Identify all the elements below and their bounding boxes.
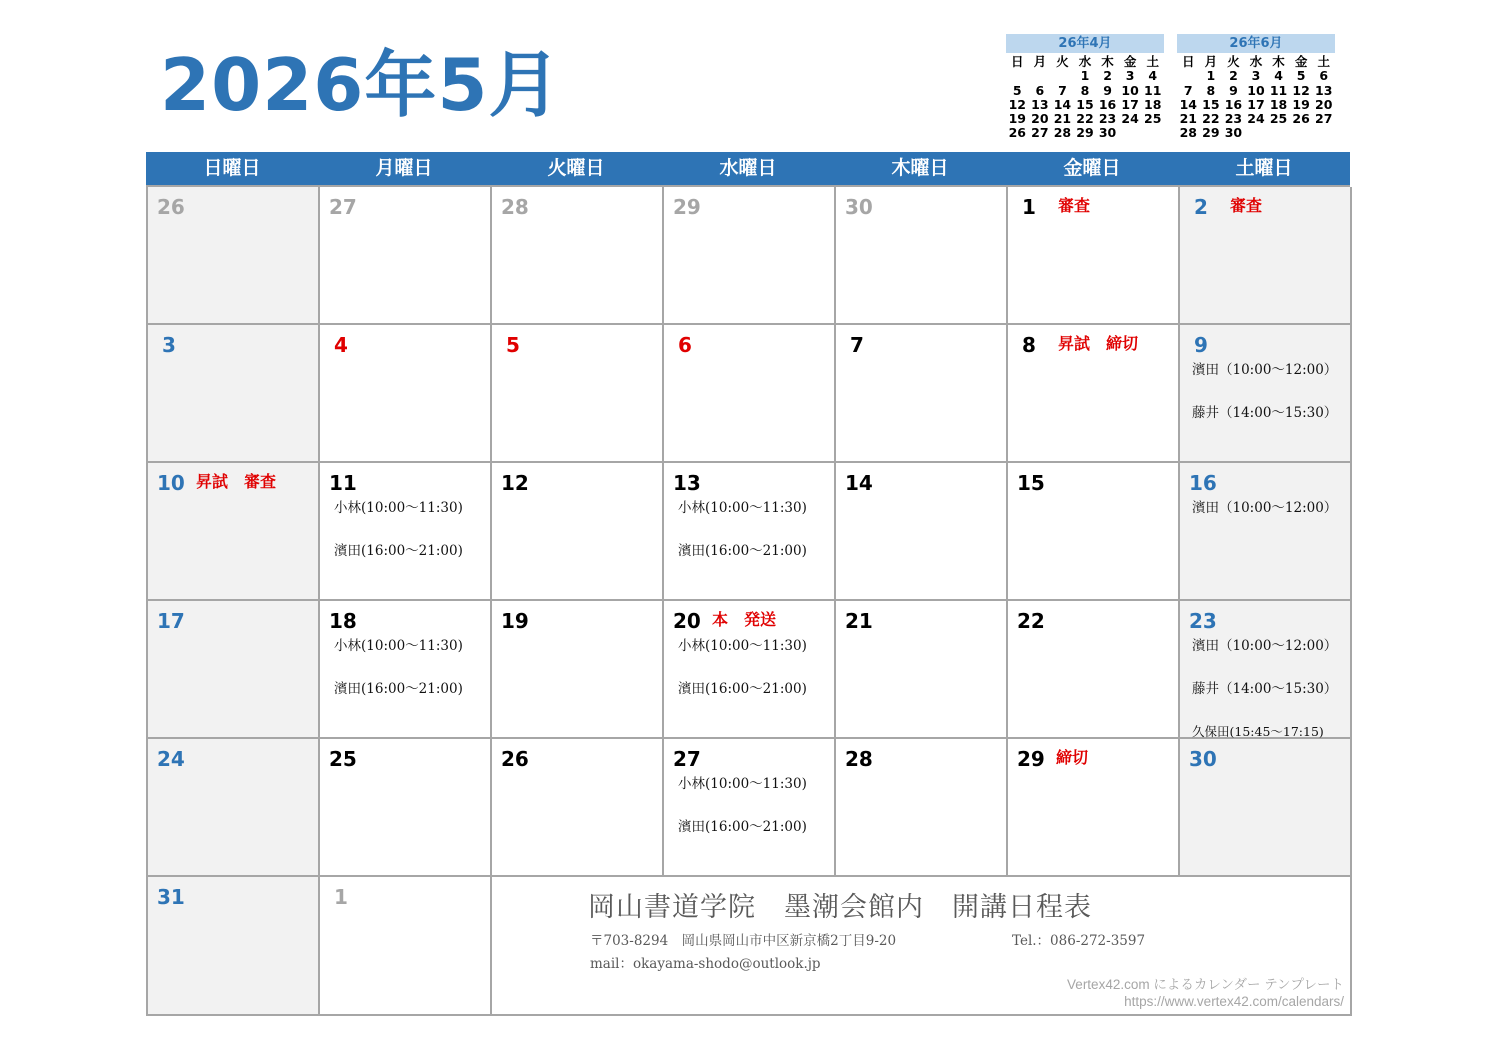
month-calendar [146, 152, 1350, 1016]
mini-weekday-label: 月 [1033, 54, 1047, 69]
weekday-label: 月曜日 [375, 157, 433, 179]
weekday-label: 日曜日 [203, 157, 261, 179]
day-cell[interactable] [492, 187, 664, 325]
mini-day: 30 [1098, 125, 1117, 141]
weekday-label: 木曜日 [891, 157, 949, 179]
mini-day: 16 [1098, 96, 1117, 112]
mini-day [1006, 69, 1029, 83]
day-number: 20 [673, 609, 701, 633]
day-cell[interactable] [1180, 463, 1352, 601]
day-number: 18 [329, 609, 357, 633]
day-number: 27 [329, 195, 357, 219]
mini-day: 4 [1148, 68, 1158, 84]
schedule-entry: 藤井（14:00～15:30） [1192, 405, 1338, 421]
mini-day: 1 [1206, 68, 1216, 84]
day-cell[interactable] [148, 877, 320, 1016]
mini-day: 9 [1103, 82, 1112, 98]
mini-day: 20 [1031, 111, 1049, 127]
notes-phone: Tel.：086-272-3597 [1012, 933, 1146, 949]
page-title: 2026年5月 [160, 43, 562, 127]
schedule-entry: 濱田(16:00～21:00) [678, 681, 807, 697]
notes-title: 岡山書道学院 墨潮会館内 開講日程表 [588, 892, 1092, 923]
mini-weekday-label: 金 [1123, 54, 1137, 69]
day-number: 26 [157, 195, 185, 219]
day-number: 26 [501, 747, 529, 771]
mini-day: 3 [1125, 68, 1135, 84]
mini-day: 17 [1247, 96, 1265, 112]
mini-calendar-june [1177, 34, 1335, 141]
day-tag: 審査 [1230, 196, 1263, 215]
day-cell[interactable] [1180, 187, 1352, 325]
day-number: 5 [506, 333, 520, 357]
schedule-entry: 小林(10:00～11:30) [334, 638, 463, 654]
day-cell[interactable] [492, 739, 664, 877]
mini-day: 22 [1202, 111, 1220, 127]
mini-day: 25 [1269, 111, 1288, 127]
day-cell[interactable] [148, 463, 320, 601]
template-credit[interactable]: Vertex42.com によるカレンダー テンプレート [1067, 977, 1344, 992]
mini-day [1177, 69, 1200, 83]
schedule-entry: 小林(10:00～11:30) [678, 638, 807, 654]
day-number: 6 [678, 333, 692, 357]
mini-day: 25 [1144, 111, 1162, 127]
mini-day: 6 [1035, 82, 1045, 98]
mini-day: 1 [1080, 68, 1090, 84]
mini-day: 7 [1183, 82, 1193, 98]
day-cell[interactable] [148, 187, 320, 325]
day-cell[interactable] [664, 463, 836, 601]
notes-address: 〒703-8294 岡山県岡山市中区新京橋2丁目9-20 [590, 933, 897, 949]
mini-day: 21 [1053, 111, 1072, 127]
mini-day: 24 [1247, 111, 1265, 127]
day-number: 28 [845, 747, 873, 771]
mini-day: 27 [1315, 111, 1333, 127]
day-cell[interactable] [836, 463, 1008, 601]
day-cell[interactable] [1180, 739, 1352, 877]
mini-day: 19 [1008, 111, 1026, 127]
mini-day: 10 [1121, 82, 1139, 98]
mini-day: 28 [1179, 125, 1197, 141]
mini-weekday-label: 土 [1146, 54, 1159, 69]
day-cell[interactable] [148, 601, 320, 739]
mini-day: 12 [1008, 96, 1026, 112]
weekday-label: 土曜日 [1235, 157, 1293, 179]
mini-day: 7 [1058, 82, 1067, 98]
day-number: 14 [845, 471, 873, 495]
day-tag: 本 発送 [712, 610, 777, 629]
day-cell[interactable] [320, 463, 492, 601]
day-cell[interactable] [836, 325, 1008, 463]
mini-day: 13 [1031, 96, 1049, 112]
mini-day [1267, 126, 1290, 140]
day-tag: 昇試 審査 [196, 472, 277, 491]
day-cell[interactable] [664, 739, 836, 877]
mini-day: 8 [1206, 82, 1216, 98]
day-cell[interactable] [492, 325, 664, 463]
day-number: 11 [329, 471, 357, 495]
mini-day: 4 [1274, 68, 1283, 84]
mini-day: 5 [1296, 68, 1306, 84]
mini-day: 14 [1053, 96, 1072, 112]
day-number: 1 [334, 885, 348, 909]
day-number: 7 [850, 333, 864, 357]
mini-day: 5 [1012, 82, 1022, 98]
day-number: 10 [157, 471, 185, 495]
mini-day [1245, 126, 1268, 140]
schedule-entry: 小林(10:00～11:30) [678, 500, 807, 516]
mini-day: 28 [1053, 125, 1072, 141]
day-tag: 締切 [1056, 748, 1089, 767]
schedule-entry: 濱田（10:00～12:00） [1192, 362, 1338, 378]
day-number: 15 [1017, 471, 1045, 495]
mini-weekday-label: 木 [1272, 54, 1285, 69]
day-cell[interactable] [664, 325, 836, 463]
day-cell[interactable] [148, 325, 320, 463]
day-cell[interactable] [320, 601, 492, 739]
day-cell[interactable] [1180, 325, 1352, 463]
mini-day: 26 [1008, 125, 1026, 141]
day-tag: 昇試 締切 [1058, 334, 1139, 353]
day-number: 30 [1189, 747, 1217, 771]
weekday-label: 火曜日 [547, 157, 605, 179]
mini-day: 15 [1202, 96, 1220, 112]
mini-day [1141, 126, 1164, 140]
mini-calendar-grid [1177, 55, 1335, 141]
mini-day: 3 [1251, 68, 1261, 84]
template-url-link[interactable]: https://www.vertex42.com/calendars/ [1124, 994, 1344, 1009]
mini-day: 16 [1224, 96, 1243, 112]
day-number: 13 [673, 471, 701, 495]
schedule-entry: 小林(10:00～11:30) [334, 500, 463, 516]
mini-day: 19 [1292, 96, 1310, 112]
notes-email: mail：okayama-shodo@outlook.jp [590, 956, 821, 972]
day-cell[interactable] [320, 187, 492, 325]
calendar-grid [146, 185, 1350, 1016]
day-number: 17 [157, 609, 185, 633]
mini-calendar-header: 26年4月 [1006, 34, 1164, 53]
day-number: 4 [334, 333, 348, 357]
mini-day: 15 [1076, 96, 1094, 112]
mini-day: 13 [1315, 82, 1333, 98]
mini-day: 10 [1247, 82, 1265, 98]
weekday-label: 金曜日 [1063, 157, 1121, 179]
day-number: 29 [673, 195, 701, 219]
day-number: 30 [845, 195, 873, 219]
schedule-entry: 濱田(16:00～21:00) [334, 681, 463, 697]
mini-day [1312, 126, 1335, 140]
day-number: 16 [1189, 471, 1217, 495]
mini-day: 20 [1315, 96, 1333, 112]
mini-weekday-label: 土 [1317, 54, 1330, 69]
mini-weekday-label: 金 [1294, 54, 1308, 69]
mini-day: 6 [1319, 68, 1329, 84]
day-cell[interactable] [664, 187, 836, 325]
day-number: 28 [501, 195, 529, 219]
day-number: 1 [1022, 195, 1036, 219]
day-cell[interactable] [320, 739, 492, 877]
mini-day: 2 [1229, 68, 1238, 84]
day-number: 24 [157, 747, 185, 771]
mini-weekday-label: 水 [1249, 54, 1263, 69]
mini-day: 17 [1121, 96, 1139, 112]
mini-calendar-april [1006, 34, 1164, 155]
day-cell[interactable] [664, 601, 836, 739]
day-number: 3 [162, 333, 176, 357]
day-number: 21 [845, 609, 873, 633]
day-cell[interactable] [320, 877, 492, 1016]
mini-day: 9 [1229, 82, 1238, 98]
schedule-entry: 濱田(16:00～21:00) [678, 819, 807, 835]
day-number: 25 [329, 747, 357, 771]
mini-day: 29 [1202, 125, 1220, 141]
mini-day: 18 [1269, 96, 1288, 112]
day-cell[interactable] [836, 187, 1008, 325]
mini-weekday-label: 火 [1227, 54, 1240, 69]
mini-day: 12 [1292, 82, 1310, 98]
mini-day [1119, 126, 1142, 140]
schedule-entry: 濱田(16:00～21:00) [678, 543, 807, 559]
schedule-entry: 小林(10:00～11:30) [678, 776, 807, 792]
day-cell[interactable] [320, 325, 492, 463]
mini-calendar-grid [1006, 55, 1164, 155]
day-number: 23 [1189, 609, 1217, 633]
mini-day: 11 [1144, 82, 1162, 98]
mini-day: 30 [1224, 125, 1243, 141]
schedule-entry: 藤井（14:00～15:30） [1192, 681, 1338, 697]
mini-day: 27 [1031, 125, 1049, 141]
mini-day: 29 [1076, 125, 1094, 141]
schedule-entry: 濱田（10:00～12:00） [1192, 638, 1338, 654]
day-cell[interactable] [492, 601, 664, 739]
day-number: 12 [501, 471, 529, 495]
mini-day: 21 [1179, 111, 1197, 127]
mini-weekday-label: 日 [1182, 54, 1195, 69]
day-cell[interactable] [836, 601, 1008, 739]
mini-weekday-label: 火 [1056, 54, 1069, 69]
day-cell[interactable] [1008, 187, 1180, 325]
mini-day [1029, 69, 1052, 83]
day-cell[interactable] [148, 739, 320, 877]
notes-box [492, 877, 1352, 1016]
mini-day [1290, 126, 1313, 140]
day-tag: 審査 [1058, 196, 1091, 215]
mini-weekday-label: 水 [1078, 54, 1092, 69]
day-number: 9 [1194, 333, 1208, 357]
day-number: 27 [673, 747, 701, 771]
day-cell[interactable] [1180, 601, 1352, 739]
day-number: 8 [1022, 333, 1036, 357]
mini-weekday-label: 月 [1204, 54, 1218, 69]
mini-day: 11 [1269, 82, 1288, 98]
mini-weekday-label: 木 [1101, 54, 1114, 69]
mini-day: 26 [1292, 111, 1310, 127]
mini-day: 14 [1179, 96, 1197, 112]
day-cell[interactable] [1008, 739, 1180, 877]
day-cell[interactable] [1008, 601, 1180, 739]
schedule-entry: 濱田（10:00～12:00） [1192, 500, 1338, 516]
mini-day: 2 [1103, 68, 1112, 84]
day-cell[interactable] [492, 463, 664, 601]
mini-weekday-label: 日 [1011, 54, 1024, 69]
mini-calendar-header: 26年6月 [1177, 34, 1335, 53]
mini-day: 8 [1080, 82, 1090, 98]
schedule-entry: 久保田(15:45～17:15) [1192, 724, 1324, 739]
weekday-label: 水曜日 [719, 157, 777, 179]
mini-day: 23 [1098, 111, 1117, 127]
day-number: 29 [1017, 747, 1045, 771]
day-number: 19 [501, 609, 529, 633]
day-cell[interactable] [836, 739, 1008, 877]
schedule-entry: 濱田(16:00～21:00) [334, 543, 463, 559]
day-cell[interactable] [1008, 463, 1180, 601]
day-number: 31 [157, 885, 185, 909]
mini-day: 23 [1224, 111, 1243, 127]
mini-day: 18 [1144, 96, 1162, 112]
mini-day [1051, 69, 1074, 83]
mini-day: 22 [1076, 111, 1094, 127]
weekday-header-row [146, 152, 1350, 185]
mini-day: 24 [1121, 111, 1139, 127]
day-number: 2 [1194, 195, 1208, 219]
day-cell[interactable] [1008, 325, 1180, 463]
day-number: 22 [1017, 609, 1045, 633]
